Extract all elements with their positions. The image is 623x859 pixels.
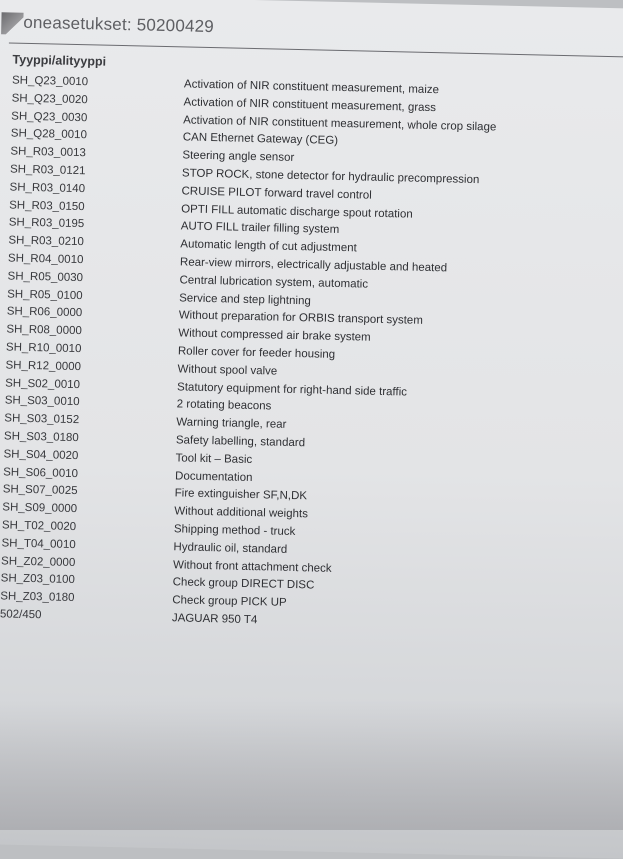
column-header: Tyyppi/alityyppi bbox=[12, 52, 107, 69]
option-code: SH_R10_0010 bbox=[5, 341, 82, 356]
option-description: AUTO FILL trailer filling system bbox=[180, 220, 340, 237]
option-code: SH_S02_0010 bbox=[5, 377, 81, 391]
option-code: SH_R08_0000 bbox=[6, 323, 82, 338]
option-description: Activation of NIR constituent measurement, whole crop silage bbox=[183, 114, 497, 134]
option-description: Safety labelling, standard bbox=[175, 434, 306, 450]
option-code: SH_R05_0100 bbox=[7, 288, 83, 302]
option-description: Central lubrication system, automatic bbox=[179, 274, 369, 291]
option-code: SH_S03_0152 bbox=[4, 412, 80, 427]
option-code: SH_R05_0030 bbox=[7, 270, 84, 284]
option-description: Activation of NIR constituent measurement, grass bbox=[183, 96, 437, 114]
option-code: SH_Z02_0000 bbox=[1, 554, 76, 569]
option-description: Statutory equipment for right-hand side traffic bbox=[176, 380, 408, 399]
option-code: SH_R03_0195 bbox=[8, 216, 85, 231]
option-code: SH_Z03_0100 bbox=[0, 572, 76, 587]
option-code: 502/450 bbox=[0, 608, 42, 622]
option-code: SH_Q28_0010 bbox=[10, 127, 88, 142]
option-description: JAGUAR 950 T4 bbox=[171, 612, 258, 627]
option-code: SH_S03_0180 bbox=[3, 430, 79, 445]
option-code: SH_T04_0010 bbox=[1, 537, 76, 551]
option-code: SH_S07_0025 bbox=[2, 483, 78, 498]
option-description: Shipping method - truck bbox=[173, 523, 296, 539]
option-code: SH_S06_0010 bbox=[3, 466, 79, 480]
option-description: Check group DIRECT DISC bbox=[172, 576, 315, 592]
option-code: SH_S09_0000 bbox=[2, 501, 78, 516]
option-code: SH_Q23_0010 bbox=[11, 74, 89, 89]
option-description: OPTI FILL automatic discharge spout rotation bbox=[181, 202, 413, 221]
option-description: Without compressed air brake system bbox=[178, 327, 371, 344]
option-code: SH_R03_0013 bbox=[10, 145, 86, 160]
option-code: SH_R06_0000 bbox=[6, 305, 83, 320]
option-description: Roller cover for feeder housing bbox=[177, 345, 336, 361]
option-description: Hydraulic oil, standard bbox=[173, 541, 288, 556]
option-code: SH_R04_0010 bbox=[7, 252, 84, 267]
option-description: Steering angle sensor bbox=[182, 149, 295, 165]
option-description: Without preparation for ORBIS transport system bbox=[178, 309, 423, 328]
option-description: Automatic length of cut adjustment bbox=[180, 238, 357, 255]
option-code: SH_R03_0150 bbox=[9, 199, 85, 213]
option-description: Fire extinguisher SF,N,DK bbox=[174, 487, 308, 503]
option-code: SH_Q23_0020 bbox=[11, 92, 88, 107]
option-description: Rear-view mirrors, electrically adjustable and heated bbox=[179, 256, 448, 275]
option-code: SH_R12_0000 bbox=[5, 359, 82, 373]
option-description: CRUISE PILOT forward travel control bbox=[181, 185, 372, 202]
option-description: STOP ROCK, stone detector for hydraulic precompression bbox=[181, 167, 480, 187]
option-description: Documentation bbox=[174, 469, 253, 484]
option-code: SH_R03_0140 bbox=[9, 181, 86, 196]
option-code: SH_Z03_0180 bbox=[0, 590, 75, 605]
option-code: SH_Q23_0030 bbox=[11, 110, 88, 124]
option-description: Service and step lightning bbox=[179, 291, 311, 307]
option-description: Check group PICK UP bbox=[172, 594, 287, 610]
option-description: 2 rotating beacons bbox=[176, 398, 272, 413]
option-description: Without additional weights bbox=[174, 505, 309, 521]
option-code: SH_T02_0020 bbox=[1, 519, 77, 534]
option-description: Without spool valve bbox=[177, 363, 278, 378]
option-code: SH_R03_0121 bbox=[9, 163, 86, 178]
option-code: SH_R03_0210 bbox=[8, 234, 84, 249]
document-title: oneasetukset: 50200429 bbox=[23, 12, 215, 37]
option-description: Warning triangle, rear bbox=[176, 416, 287, 432]
option-description: CAN Ethernet Gateway (CEG) bbox=[182, 131, 339, 148]
option-code: SH_S03_0010 bbox=[4, 394, 80, 409]
option-description: Activation of NIR constituent measurement, maize bbox=[183, 78, 440, 97]
folded-corner bbox=[1, 12, 23, 34]
option-code: SH_S04_0020 bbox=[3, 448, 79, 462]
option-description: Tool kit – Basic bbox=[175, 452, 253, 466]
option-description: Without front attachment check bbox=[172, 558, 332, 575]
